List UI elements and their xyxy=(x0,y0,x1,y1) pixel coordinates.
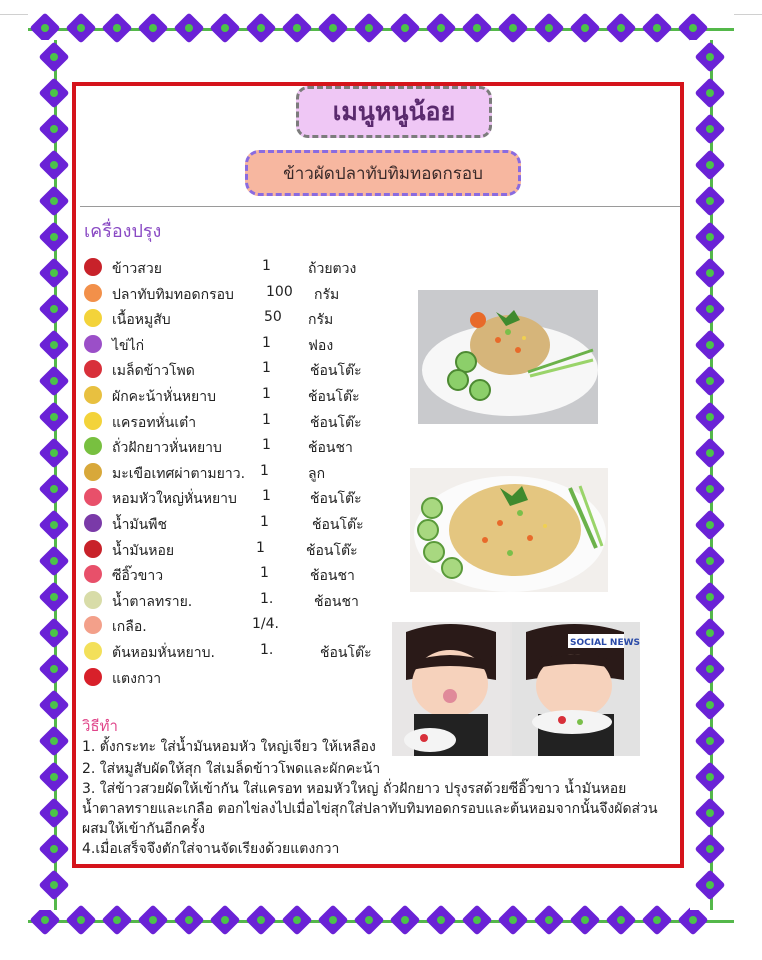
ingredient-name: น้ำมันหอย xyxy=(112,542,175,559)
ingredient-name: แครอทหั่นเต๋า xyxy=(112,414,197,431)
flower-icon xyxy=(320,15,346,41)
ingredient-row xyxy=(84,538,384,560)
flower-icon xyxy=(68,907,94,933)
ingredient-row xyxy=(84,358,384,380)
ingredient-quantity: 1. xyxy=(260,590,274,607)
ingredient-quantity: 1 xyxy=(262,334,271,351)
flower-icon xyxy=(697,188,723,214)
flower-icon xyxy=(41,584,67,610)
ingredient-quantity: 50 xyxy=(264,309,282,326)
ingredient-unit: กรัม xyxy=(308,312,334,329)
ingredient-name: ถั่วฝักยาวหั่นหยาบ xyxy=(112,440,222,457)
flower-icon xyxy=(41,620,67,646)
flower-icon xyxy=(697,368,723,394)
method-step-3-end: ผสมให้เข้ากันอีกครั้ง xyxy=(82,821,205,837)
dish-name: ข้าวผัดปลาทับทิมทอดกรอบ xyxy=(245,150,521,196)
flower-icon xyxy=(41,116,67,142)
ingredient-quantity: 1 xyxy=(260,462,269,479)
ingredient-row xyxy=(84,282,384,304)
peach-icon xyxy=(84,284,102,302)
ingredient-quantity: 1. xyxy=(260,642,274,658)
flower-icon xyxy=(32,15,58,41)
flower-icon xyxy=(464,15,490,41)
ingredient-name: ต้นหอมหั่นหยาบ. xyxy=(112,645,215,661)
flower-icon xyxy=(680,15,706,41)
child-eating-photo xyxy=(392,622,640,756)
ingredient-unit: ช้อนโต๊ะ xyxy=(320,645,372,661)
flower-icon xyxy=(41,224,67,250)
flower-icon xyxy=(428,15,454,41)
flower-icon xyxy=(697,44,723,70)
flower-icon xyxy=(104,15,130,41)
ingredient-row xyxy=(84,435,384,457)
flower-icon xyxy=(697,512,723,538)
method-step-3-cont: น้ำตาลทรายและเกลือ ตอกไข่ลงไปเมื่อไข่สุกใส่ปลาทับทิมทอดกรอบและต้นหอมจากนั้นจึงผัดส่วน xyxy=(82,801,658,817)
ingredient-unit: ลูก xyxy=(308,465,326,482)
ingredient-unit: ช้อนโต๊ะ xyxy=(310,414,362,431)
social-news-badge: SOCIAL NEWS xyxy=(570,638,640,648)
flower-icon xyxy=(697,728,723,754)
ingredient-name: ข้าวสวย xyxy=(112,261,162,277)
corn-icon xyxy=(84,386,102,404)
method-heading: วิธีทำ xyxy=(82,717,118,735)
watermelon-icon xyxy=(84,488,102,506)
ingredient-name: ปลาทับทิมทอดกรอบ xyxy=(112,286,234,303)
ingredient-quantity: 1 xyxy=(262,488,271,505)
flower-icon xyxy=(176,907,202,933)
flower-icon xyxy=(697,764,723,790)
lemon-icon xyxy=(84,309,102,327)
flower-icon xyxy=(697,224,723,250)
flower-icon xyxy=(356,907,382,933)
ingredient-name: น้ำมันพืช xyxy=(112,517,167,533)
flower-icon xyxy=(697,656,723,682)
ingredient-row xyxy=(84,307,384,329)
ingredient-row xyxy=(84,563,384,585)
watermelon-icon xyxy=(84,565,102,583)
flower-icon xyxy=(356,15,382,41)
fried-rice-photo-1 xyxy=(418,290,598,424)
ingredient-unit: ช้อนชา xyxy=(308,440,353,457)
flower-icon xyxy=(41,728,67,754)
flower-icon xyxy=(41,152,67,178)
ingredient-unit: ช้อนโต๊ะ xyxy=(308,389,360,405)
flower-icon xyxy=(41,692,67,718)
ingredient-row xyxy=(84,640,384,662)
flower-icon xyxy=(41,656,67,682)
ingredient-row xyxy=(84,256,384,278)
melon-icon xyxy=(84,591,102,609)
flower-icon xyxy=(212,15,238,41)
flower-icon xyxy=(32,907,58,933)
ingredient-row xyxy=(84,333,384,355)
flower-icon xyxy=(140,15,166,41)
ingredient-name: เมล็ดข้าวโพด xyxy=(112,363,195,380)
peach-icon xyxy=(84,616,102,634)
flower-icon xyxy=(41,260,67,286)
flower-icon xyxy=(608,907,634,933)
flower-icon xyxy=(320,907,346,933)
flower-icon xyxy=(697,872,723,898)
method-step-1: 1. ตั้งกระทะ ใส่น้ำมันหอมหัว ใหญ่เจียว ให้เหลือง xyxy=(82,739,376,755)
flower-icon xyxy=(500,907,526,933)
ingredient-name: ซีอิ๊วขาว xyxy=(112,568,164,585)
ingredient-quantity: 1 xyxy=(262,386,271,402)
lemon-icon xyxy=(84,412,102,430)
flower-icon xyxy=(392,15,418,41)
ingredient-quantity: 1/4. xyxy=(252,616,279,633)
method-step-3: 3. ใส่ข้าวสวยผัดให้เข้ากัน ใส่แครอท หอมหัวใหญ่ ถั่วฝักยาว ปรุงรสด้วยซีอิ๊วขาว น้ำมันหอย xyxy=(82,781,627,797)
flower-icon xyxy=(697,692,723,718)
ingredient-quantity: 1 xyxy=(262,437,271,454)
flower-icon xyxy=(41,368,67,394)
flower-icon xyxy=(428,907,454,933)
flower-icon xyxy=(212,907,238,933)
ingredient-name: หอมหัวใหญ่หั่นหยาบ xyxy=(112,491,237,508)
flower-icon xyxy=(572,907,598,933)
ingredient-quantity: 1 xyxy=(260,565,269,582)
ingredient-quantity: 1 xyxy=(262,411,271,428)
flower-icon xyxy=(41,872,67,898)
grapes-icon xyxy=(84,335,102,353)
ingredient-name: เกลือ. xyxy=(112,619,147,636)
ingredient-unit: ช้อนโต๊ะ xyxy=(310,491,362,508)
flower-icon xyxy=(284,15,310,41)
ingredient-row xyxy=(84,512,384,534)
ingredients-heading: เครื่องปรุง xyxy=(84,221,162,242)
flower-icon xyxy=(464,907,490,933)
flower-icon xyxy=(41,188,67,214)
ingredient-row xyxy=(84,666,384,688)
ingredient-quantity: 1 xyxy=(262,258,271,274)
ingredient-name: น้ำตาลทราย. xyxy=(112,593,193,610)
ingredient-unit: ช้อนโต๊ะ xyxy=(312,517,364,533)
ingredient-quantity: 1 xyxy=(262,360,271,377)
flower-icon xyxy=(41,548,67,574)
flower-icon xyxy=(697,116,723,142)
flower-icon xyxy=(68,15,94,41)
flower-icon xyxy=(697,440,723,466)
ingredient-unit: ถ้วยตวง xyxy=(308,261,357,277)
strawberry-icon xyxy=(84,360,102,378)
cherry-icon xyxy=(84,540,102,558)
lemon-icon xyxy=(84,642,102,660)
flower-icon xyxy=(104,907,130,933)
ingredient-row xyxy=(84,589,384,611)
method-step-2: 2. ใส่หมูสับผัดให้สุก ใส่เมล็ดข้าวโพดและผักคะน้า xyxy=(82,761,381,777)
flower-icon xyxy=(41,764,67,790)
green-apple-icon xyxy=(84,437,102,455)
flower-icon xyxy=(697,800,723,826)
flower-icon xyxy=(697,548,723,574)
fried-rice-photo-2 xyxy=(410,468,608,592)
divider xyxy=(80,206,680,207)
ingredient-name: ผักคะน้าหั่นหยาบ xyxy=(112,389,216,405)
flower-icon xyxy=(41,800,67,826)
flower-icon xyxy=(176,15,202,41)
flower-icon xyxy=(697,620,723,646)
flower-icon xyxy=(41,476,67,502)
ingredient-name: เนื้อหมูสับ xyxy=(112,312,171,329)
flower-icon xyxy=(41,404,67,430)
flower-icon xyxy=(500,15,526,41)
ingredient-unit: ช้อนชา xyxy=(314,593,359,610)
method-step-4: 4.เมื่อเสร็จจึงตักใส่จานจัดเรียงด้วยแตงกวา xyxy=(82,841,340,857)
flower-icon xyxy=(680,907,706,933)
flower-icon xyxy=(41,296,67,322)
flower-icon xyxy=(572,15,598,41)
ingredient-name: ไข่ไก่ xyxy=(112,337,145,354)
flower-icon xyxy=(697,332,723,358)
ingredient-name: มะเขือเทศผ่าตามยาว. xyxy=(112,465,246,482)
ingredient-name: แตงกวา xyxy=(112,670,162,687)
flower-icon xyxy=(644,15,670,41)
flower-icon xyxy=(697,476,723,502)
flower-icon xyxy=(608,15,634,41)
flower-icon xyxy=(41,80,67,106)
flower-icon xyxy=(284,907,310,933)
cherry-icon xyxy=(84,258,102,276)
flower-icon xyxy=(697,296,723,322)
ingredient-row xyxy=(84,486,384,508)
page-title: เมนูหนูน้อย xyxy=(296,86,492,138)
ingredient-unit: ฟอง xyxy=(308,337,334,354)
ingredient-unit: ช้อนโต๊ะ xyxy=(306,542,358,559)
ingredient-row xyxy=(84,410,384,432)
flower-icon xyxy=(248,15,274,41)
flower-icon xyxy=(697,584,723,610)
flower-icon xyxy=(41,332,67,358)
ingredient-unit: ช้อนโต๊ะ xyxy=(310,363,362,380)
chili-icon xyxy=(84,668,102,686)
flower-icon xyxy=(536,907,562,933)
flower-icon xyxy=(536,15,562,41)
flower-icon xyxy=(392,907,418,933)
flower-icon xyxy=(697,836,723,862)
ingredient-quantity: 100 xyxy=(266,283,293,300)
flower-icon xyxy=(41,440,67,466)
flower-icon xyxy=(697,260,723,286)
eggplant-icon xyxy=(84,514,102,532)
flower-icon xyxy=(697,80,723,106)
flower-icon xyxy=(140,907,166,933)
flower-icon xyxy=(697,152,723,178)
decorative-border-right xyxy=(690,40,730,910)
flower-icon xyxy=(41,836,67,862)
flower-icon xyxy=(41,512,67,538)
ingredient-unit: ช้อนชา xyxy=(310,568,355,585)
ingredient-quantity: 1 xyxy=(260,514,269,530)
flower-icon xyxy=(248,907,274,933)
ingredient-quantity: 1 xyxy=(256,539,265,556)
ingredient-unit: กรัม xyxy=(314,286,340,303)
flower-icon xyxy=(644,907,670,933)
pineapple-icon xyxy=(84,463,102,481)
decorative-border-left xyxy=(34,40,74,910)
flower-icon xyxy=(697,404,723,430)
decorative-border-bottom xyxy=(28,896,734,944)
ingredient-row xyxy=(84,461,384,483)
ingredient-row xyxy=(84,614,384,636)
ingredient-row xyxy=(84,384,384,406)
decorative-border-top xyxy=(28,10,734,46)
flower-icon xyxy=(41,44,67,70)
